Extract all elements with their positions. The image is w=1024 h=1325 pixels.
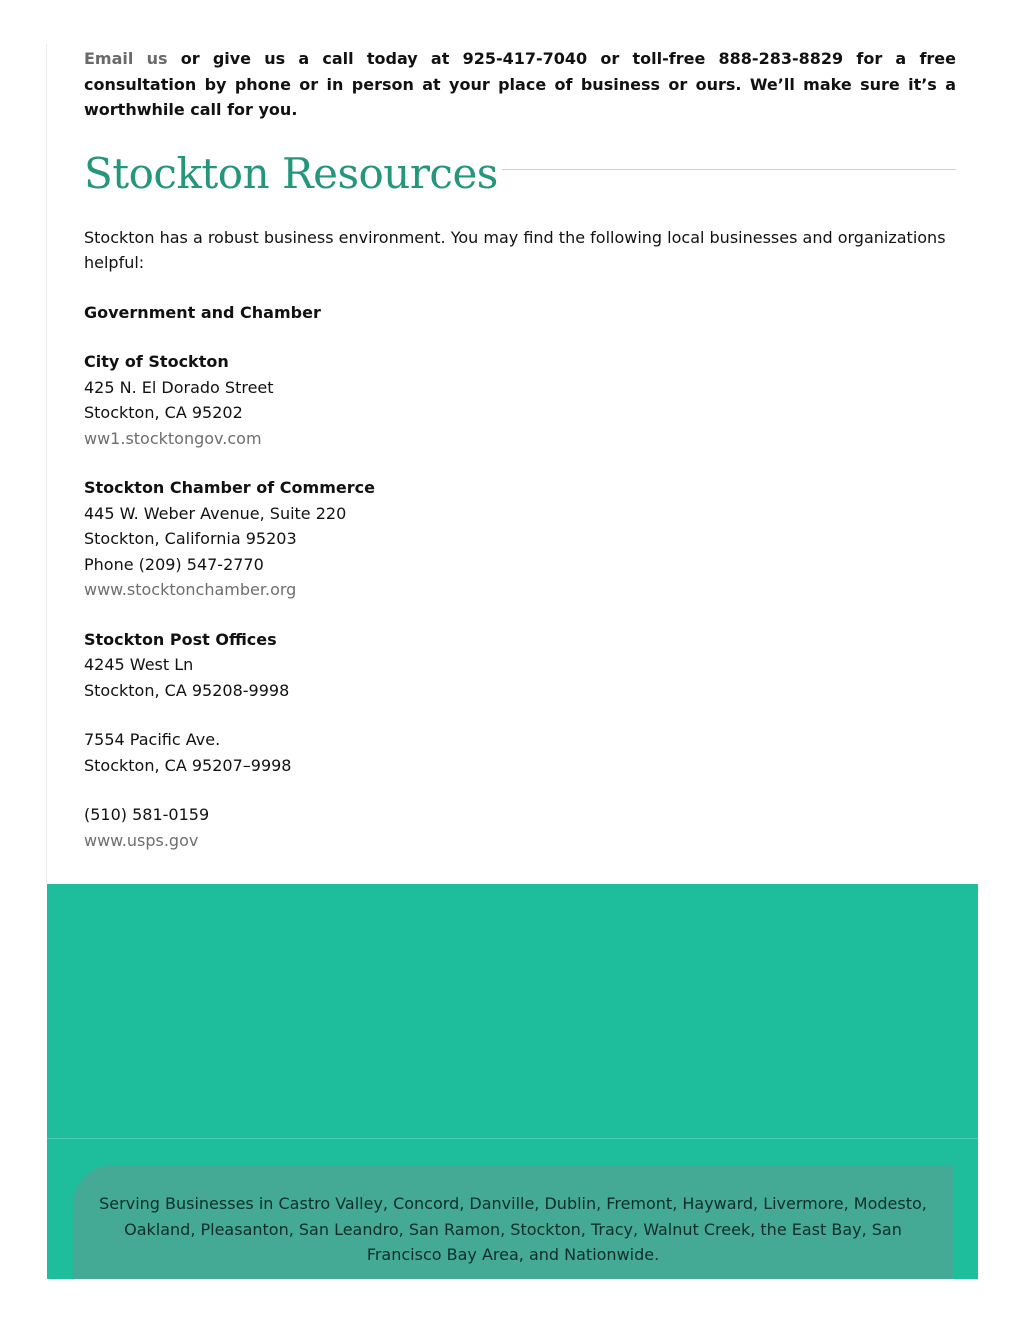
org-chamber-of-commerce (84, 475, 956, 603)
main-content (84, 46, 956, 853)
org-address-line: 425 N. El Dorado Street (84, 377, 274, 397)
org-name: City of Stockton (84, 352, 229, 371)
footer (47, 884, 978, 1279)
org-address-line: Stockton, CA 95202 (84, 403, 243, 422)
org-address-line: Stockton, California 95203 (84, 529, 297, 548)
service-area-text: Serving Businesses in Castro Valley, Concord, Danville, Dublin, Fremont, Hayward, Livermore, Modesto, Oakland, Pleasanton, San Leandro, San Ramon, Stockton, Tracy, Walnut Creek, the East Bay, San Francisco Bay Area, and Nationwide. (99, 1194, 927, 1264)
org-name: Stockton Post Offices (84, 629, 277, 649)
section-title: Government and Chamber (84, 302, 321, 322)
org-website-link[interactable]: www.stocktonchamber.org (84, 580, 297, 599)
resources-list (84, 225, 956, 854)
intro-text: or give us a call today at 925-417-7040 or toll-free 888-283-8829 for a free consultation by phone or in person at your place of business or ours. We’ll make sure it’s a worthwhile call for you. (84, 49, 956, 119)
org-address-line: 7554 Pacific Ave. (84, 730, 221, 749)
lead-paragraph: Stockton has a robust business environment. You may find the following local businesses and organizations helpful: (84, 227, 946, 272)
org-city-of-stockton (84, 349, 956, 451)
page-title: Stockton Resources (84, 149, 502, 199)
email-us-link[interactable]: Email us (84, 49, 168, 68)
footer-divider (47, 1138, 978, 1139)
org-post-offices (84, 627, 956, 854)
intro-paragraph (84, 46, 956, 123)
page-edge-line (46, 44, 47, 884)
heading-row (84, 145, 956, 205)
org-address-line: Stockton, CA 95208-9998 (84, 680, 290, 700)
org-address-line: 4245 West Ln (84, 655, 194, 674)
org-address-line: Stockton, CA 95207–9998 (84, 755, 292, 775)
org-phone: (510) 581-0159 (84, 805, 210, 824)
org-name: Stockton Chamber of Commerce (84, 478, 375, 497)
org-phone: Phone (209) 547-2770 (84, 554, 264, 574)
org-address-line: 445 W. Weber Avenue, Suite 220 (84, 503, 347, 523)
org-website-link[interactable]: ww1.stocktongov.com (84, 428, 262, 448)
service-area-box (73, 1165, 953, 1279)
org-website-link[interactable]: www.usps.gov (84, 830, 199, 850)
